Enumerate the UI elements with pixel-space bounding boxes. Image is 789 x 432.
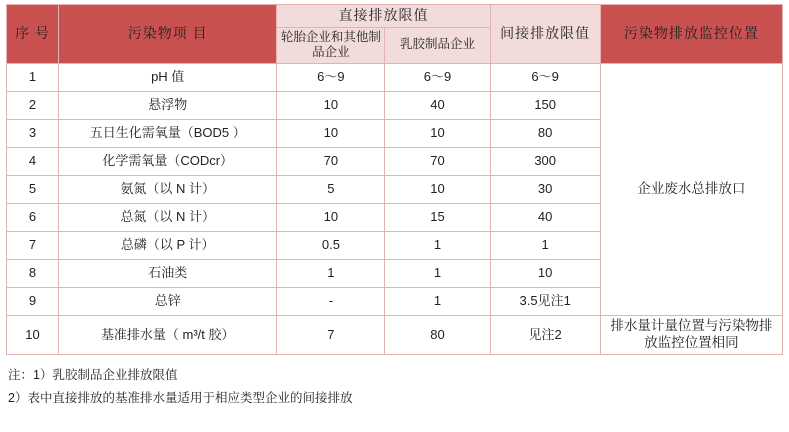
cell-direct-tire: 5: [277, 175, 385, 203]
cell-direct-tire: 70: [277, 147, 385, 175]
cell-direct-latex: 1: [385, 287, 490, 315]
table-row: [7, 63, 783, 91]
cell-indirect: 6～9: [490, 63, 600, 91]
cell-direct-tire: 1: [277, 259, 385, 287]
table-notes: [6, 364, 783, 410]
cell-item: 氨氮（以 N 计）: [59, 175, 277, 203]
cell-serial: 4: [7, 147, 59, 175]
pollutant-limits-table: [6, 4, 783, 355]
cell-serial: 8: [7, 259, 59, 287]
cell-direct-latex: 10: [385, 119, 490, 147]
cell-direct-latex: 15: [385, 203, 490, 231]
cell-direct-latex: 1: [385, 259, 490, 287]
cell-direct-tire: 10: [277, 91, 385, 119]
header-serial-number: 序 号: [7, 5, 59, 64]
cell-monitor-last: 排水量计量位置与污染物排放监控位置相同: [600, 315, 782, 354]
cell-indirect: 300: [490, 147, 600, 175]
cell-direct-tire: 6～9: [277, 63, 385, 91]
cell-serial: 7: [7, 231, 59, 259]
cell-direct-latex: 40: [385, 91, 490, 119]
cell-indirect: 80: [490, 119, 600, 147]
cell-direct-tire: 7: [277, 315, 385, 354]
cell-direct-tire: 10: [277, 203, 385, 231]
cell-direct-tire: 10: [277, 119, 385, 147]
cell-item: 悬浮物: [59, 91, 277, 119]
cell-direct-latex: 6～9: [385, 63, 490, 91]
cell-serial: 2: [7, 91, 59, 119]
cell-item: 总氮（以 N 计）: [59, 203, 277, 231]
cell-item: 石油类: [59, 259, 277, 287]
cell-item: 总锌: [59, 287, 277, 315]
header-indirect-discharge: 间接排放限值: [490, 5, 600, 64]
cell-direct-latex: 80: [385, 315, 490, 354]
cell-indirect: 30: [490, 175, 600, 203]
cell-item: pH 值: [59, 63, 277, 91]
cell-monitor-main: 企业废水总排放口: [600, 63, 782, 315]
cell-indirect: 1: [490, 231, 600, 259]
header-pollutant-item: 污染物项 目: [59, 5, 277, 64]
header-monitoring-position: 污染物排放监控位置: [600, 5, 782, 64]
cell-direct-latex: 1: [385, 231, 490, 259]
cell-direct-tire: 0.5: [277, 231, 385, 259]
cell-direct-latex: 10: [385, 175, 490, 203]
cell-item: 基准排水量（ m³/t 胶）: [59, 315, 277, 354]
header-row-1: [7, 5, 783, 28]
cell-serial: 9: [7, 287, 59, 315]
table-body: [7, 63, 783, 354]
note-line-2: 2）表中直接排放的基准排水量适用于相应类型企业的间接排放: [8, 390, 353, 405]
cell-indirect: 150: [490, 91, 600, 119]
cell-serial: 1: [7, 63, 59, 91]
cell-serial: 10: [7, 315, 59, 354]
table-header: [7, 5, 783, 64]
cell-indirect: 40: [490, 203, 600, 231]
cell-serial: 6: [7, 203, 59, 231]
header-direct-tire-enterprise: 轮胎企业和其他制品企业: [277, 27, 385, 63]
cell-item: 化学需氧量（CODcr）: [59, 147, 277, 175]
cell-serial: 5: [7, 175, 59, 203]
table-row: [7, 315, 783, 354]
cell-serial: 3: [7, 119, 59, 147]
cell-indirect: 3.5见注1: [490, 287, 600, 315]
cell-item: 五日生化需氧量（BOD5 ）: [59, 119, 277, 147]
header-direct-latex-enterprise: 乳胶制品企业: [385, 27, 490, 63]
cell-direct-tire: -: [277, 287, 385, 315]
cell-indirect: 10: [490, 259, 600, 287]
cell-item: 总磷（以 P 计）: [59, 231, 277, 259]
note-line-1: 注：1）乳胶制品企业排放限值: [8, 367, 178, 382]
cell-indirect: 见注2: [490, 315, 600, 354]
header-direct-discharge-group: 直接排放限值: [277, 5, 490, 28]
cell-direct-latex: 70: [385, 147, 490, 175]
